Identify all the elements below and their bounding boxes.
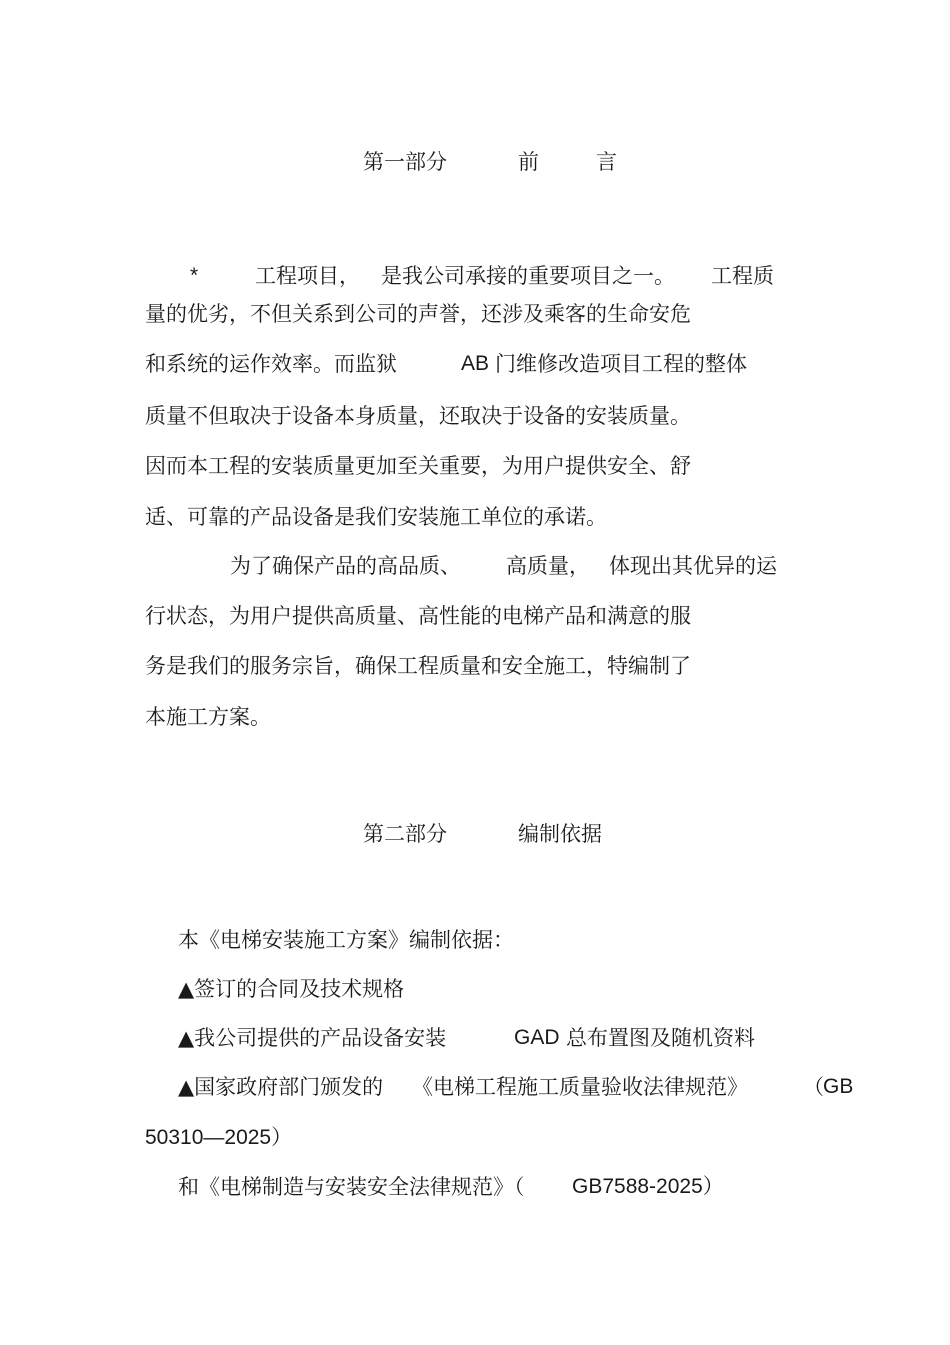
p1-line1-b: 是我公司承接的重要项目之一。 xyxy=(381,264,675,288)
part1-heading-title: 第一部分 xyxy=(363,150,447,174)
basis-intro: 本《电梯安装施工方案》编制依据： xyxy=(178,928,514,952)
basis-item1: ▲签订的合同及技术规格 xyxy=(178,977,405,1001)
p1-line3-ab: AB xyxy=(461,352,490,375)
p1-line3-a: 和系统的运作效率。而监狱 xyxy=(145,352,397,376)
basis-item3-a: ▲国家政府部门颁发的 xyxy=(178,1075,384,1099)
part2-heading-title: 第二部分 xyxy=(363,822,447,846)
basis-item4-a: 和《电梯制造与安装安全法律规范》（ xyxy=(178,1175,525,1199)
p2-line1-a: 为了确保产品的高品质、 xyxy=(230,554,461,578)
p1-line3-c: 门维修改造项目工程的整体 xyxy=(495,352,747,376)
p1-line2: 量的优劣，不但关系到公司的声誉，还涉及乘客的生命安危 xyxy=(145,302,691,326)
p1-asterisk: * xyxy=(190,264,199,287)
basis-item2-a: ▲我公司提供的产品设备安装 xyxy=(178,1026,447,1050)
basis-item3-paren: （ xyxy=(803,1075,824,1099)
p2-line4: 本施工方案。 xyxy=(145,705,271,729)
p1-line6: 适、可靠的产品设备是我们安装施工单位的承诺。 xyxy=(145,505,607,529)
basis-item2-c: 总布置图及随机资料 xyxy=(566,1026,755,1050)
p1-line1-c: 工程质 xyxy=(711,264,774,288)
p2-line3: 务是我们的服务宗旨，确保工程质量和安全施工，特编制了 xyxy=(145,654,691,678)
p1-line4: 质量不但取决于设备本身质量，还取决于设备的安装质量。 xyxy=(145,404,691,428)
part1-heading-char2: 言 xyxy=(596,150,617,174)
p2-line1-c: 体现出其优异的运 xyxy=(609,554,777,578)
p1-line5: 因而本工程的安装质量更加至关重要，为用户提供安全、舒 xyxy=(145,454,691,478)
basis-item3-b: 《电梯工程施工质量验收法律规范》 xyxy=(412,1075,748,1099)
part1-heading-char1: 前 xyxy=(518,150,539,174)
basis-item3-code: 50310—2025） xyxy=(145,1126,293,1149)
part2-heading-subject: 编制依据 xyxy=(518,822,602,846)
p2-line2: 行状态，为用户提供高质量、高性能的电梯产品和满意的服 xyxy=(145,604,691,628)
p1-line1-a: 工程项目， xyxy=(255,264,360,288)
basis-item4-code: GB7588-2025） xyxy=(572,1175,724,1198)
p2-line1-b: 高质量， xyxy=(506,554,590,578)
basis-item3-gb: GB xyxy=(823,1075,854,1098)
basis-item2-gad: GAD xyxy=(514,1026,560,1049)
